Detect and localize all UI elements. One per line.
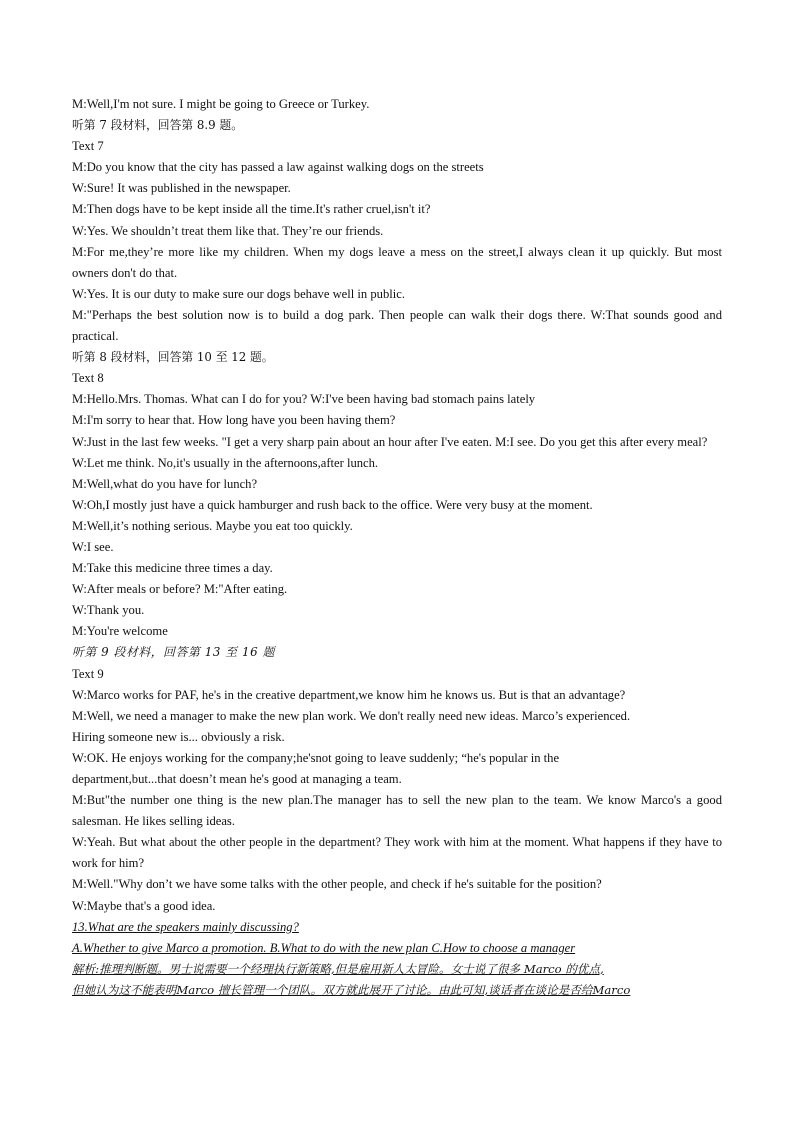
section-heading: 听第 9 段材料，回答第 13 至 16 题 (72, 645, 275, 660)
dialogue-line: W:After meals or before? M:"After eating. (72, 582, 288, 597)
dialogue-line: M:For me,they’re more like my children. When my dogs leave a mess on the street,I always clean it up quickly. But most owners don't do that. (72, 244, 722, 280)
section-heading: 听第 8 段材料，回答第 10 至 12 题。 (72, 350, 274, 365)
section-heading: 听第 7 段材料，回答第 8.9 题。 (72, 118, 244, 133)
dialogue-line: W:Yeah. But what about the other people in the department? They work with him at the moment. What happens if they have to work for him? (72, 835, 722, 871)
dialogue-line: W:Thank you. (72, 603, 145, 618)
dialogue-line: W:Marco works for PAF, he's in the creative department,we know him he knows us. But is that an advantage? (72, 687, 626, 702)
dialogue-line: M:Well, we need a manager to make the new plan work. We don't really need new ideas. Marco’s experienced. (72, 708, 631, 723)
dialogue-line: M:But"the number one thing is the new plan.The manager has to sell the new plan to the team. We know Marco's a good salesman. He likes selling ideas. (72, 793, 722, 829)
dialogue-line: M:Well,what do you have for lunch? (72, 476, 258, 491)
dialogue-line: W:Maybe that's a good idea. (72, 898, 216, 913)
dialogue-line: W:Sure! It was published in the newspaper. (72, 181, 291, 196)
dialogue-line: W:I see. (72, 539, 114, 554)
dialogue-line: W:OK. He enjoys working for the company;he'snot going to leave suddenly; “he's popular in the (72, 750, 560, 765)
analysis-line: 但她认为这不能表明Marco 擅长管理一个团队。双方就此展开了讨论。由此可知,谈话者在谈论是否给Marco (72, 982, 631, 997)
analysis-line: 解析:推理判断题。男士说需要一个经理执行新策略,但是雇用新人太冒险。女士说了很多 Marco 的优点, (72, 961, 604, 976)
dialogue-line: M:Take this medicine three times a day. (72, 561, 273, 576)
dialogue-line: M:Well."Why don’t we have some talks with the other people, and check if he's suitable for the position? (72, 877, 602, 892)
dialogue-line: M:Do you know that the city has passed a law against walking dogs on the streets (72, 160, 484, 175)
dialogue-line: W:Let me think. No,it's usually in the afternoons,after lunch. (72, 455, 379, 470)
dialogue-line: department,but...that doesn’t mean he's good at managing a team. (72, 772, 402, 786)
dialogue-line: M:I'm sorry to hear that. How long have you been having them? (72, 413, 396, 428)
text-title: Text 8 (72, 371, 104, 386)
dialogue-line: M:Then dogs have to be kept inside all the time.It's rather cruel,isn't it? (72, 202, 431, 217)
dialogue-line: W:Yes. It is our duty to make sure our dogs behave well in public. (72, 286, 405, 301)
dialogue-line: M:Well,I'm not sure. I might be going to Greece or Turkey. (72, 97, 370, 111)
dialogue-line: W:Yes. We shouldn’t treat them like that. They’re our friends. (72, 223, 384, 238)
dialogue-line: M:You're welcome (72, 624, 168, 639)
dialogue-line: M:"Perhaps the best solution now is to build a dog park. Then people can walk their dogs there. W:That sounds good and practical. (72, 307, 722, 344)
text-title: Text 9 (72, 666, 104, 681)
question-options: A.Whether to give Marco a promotion. B.What to do with the new plan C.How to choose a manager (72, 940, 576, 955)
dialogue-line: W:Just in the last few weeks. "I get a very sharp pain about an hour after I've eaten. M:I see. Do you get this after every meal? (72, 434, 708, 449)
dialogue-line: M:Hello.Mrs. Thomas. What can I do for you? W:I've been having bad stomach pains lately (72, 392, 536, 407)
dialogue-line: M:Well,it’s nothing serious. Maybe you eat too quickly. (72, 518, 353, 533)
document-page (72, 94, 722, 1001)
dialogue-line: Hiring someone new is... obviously a risk. (72, 729, 285, 744)
text-title: Text 7 (72, 139, 104, 154)
question-stem: 13.What are the speakers mainly discussing? (72, 919, 299, 934)
dialogue-line: W:Oh,I mostly just have a quick hamburger and rush back to the office. Were very busy at the moment. (72, 497, 593, 512)
